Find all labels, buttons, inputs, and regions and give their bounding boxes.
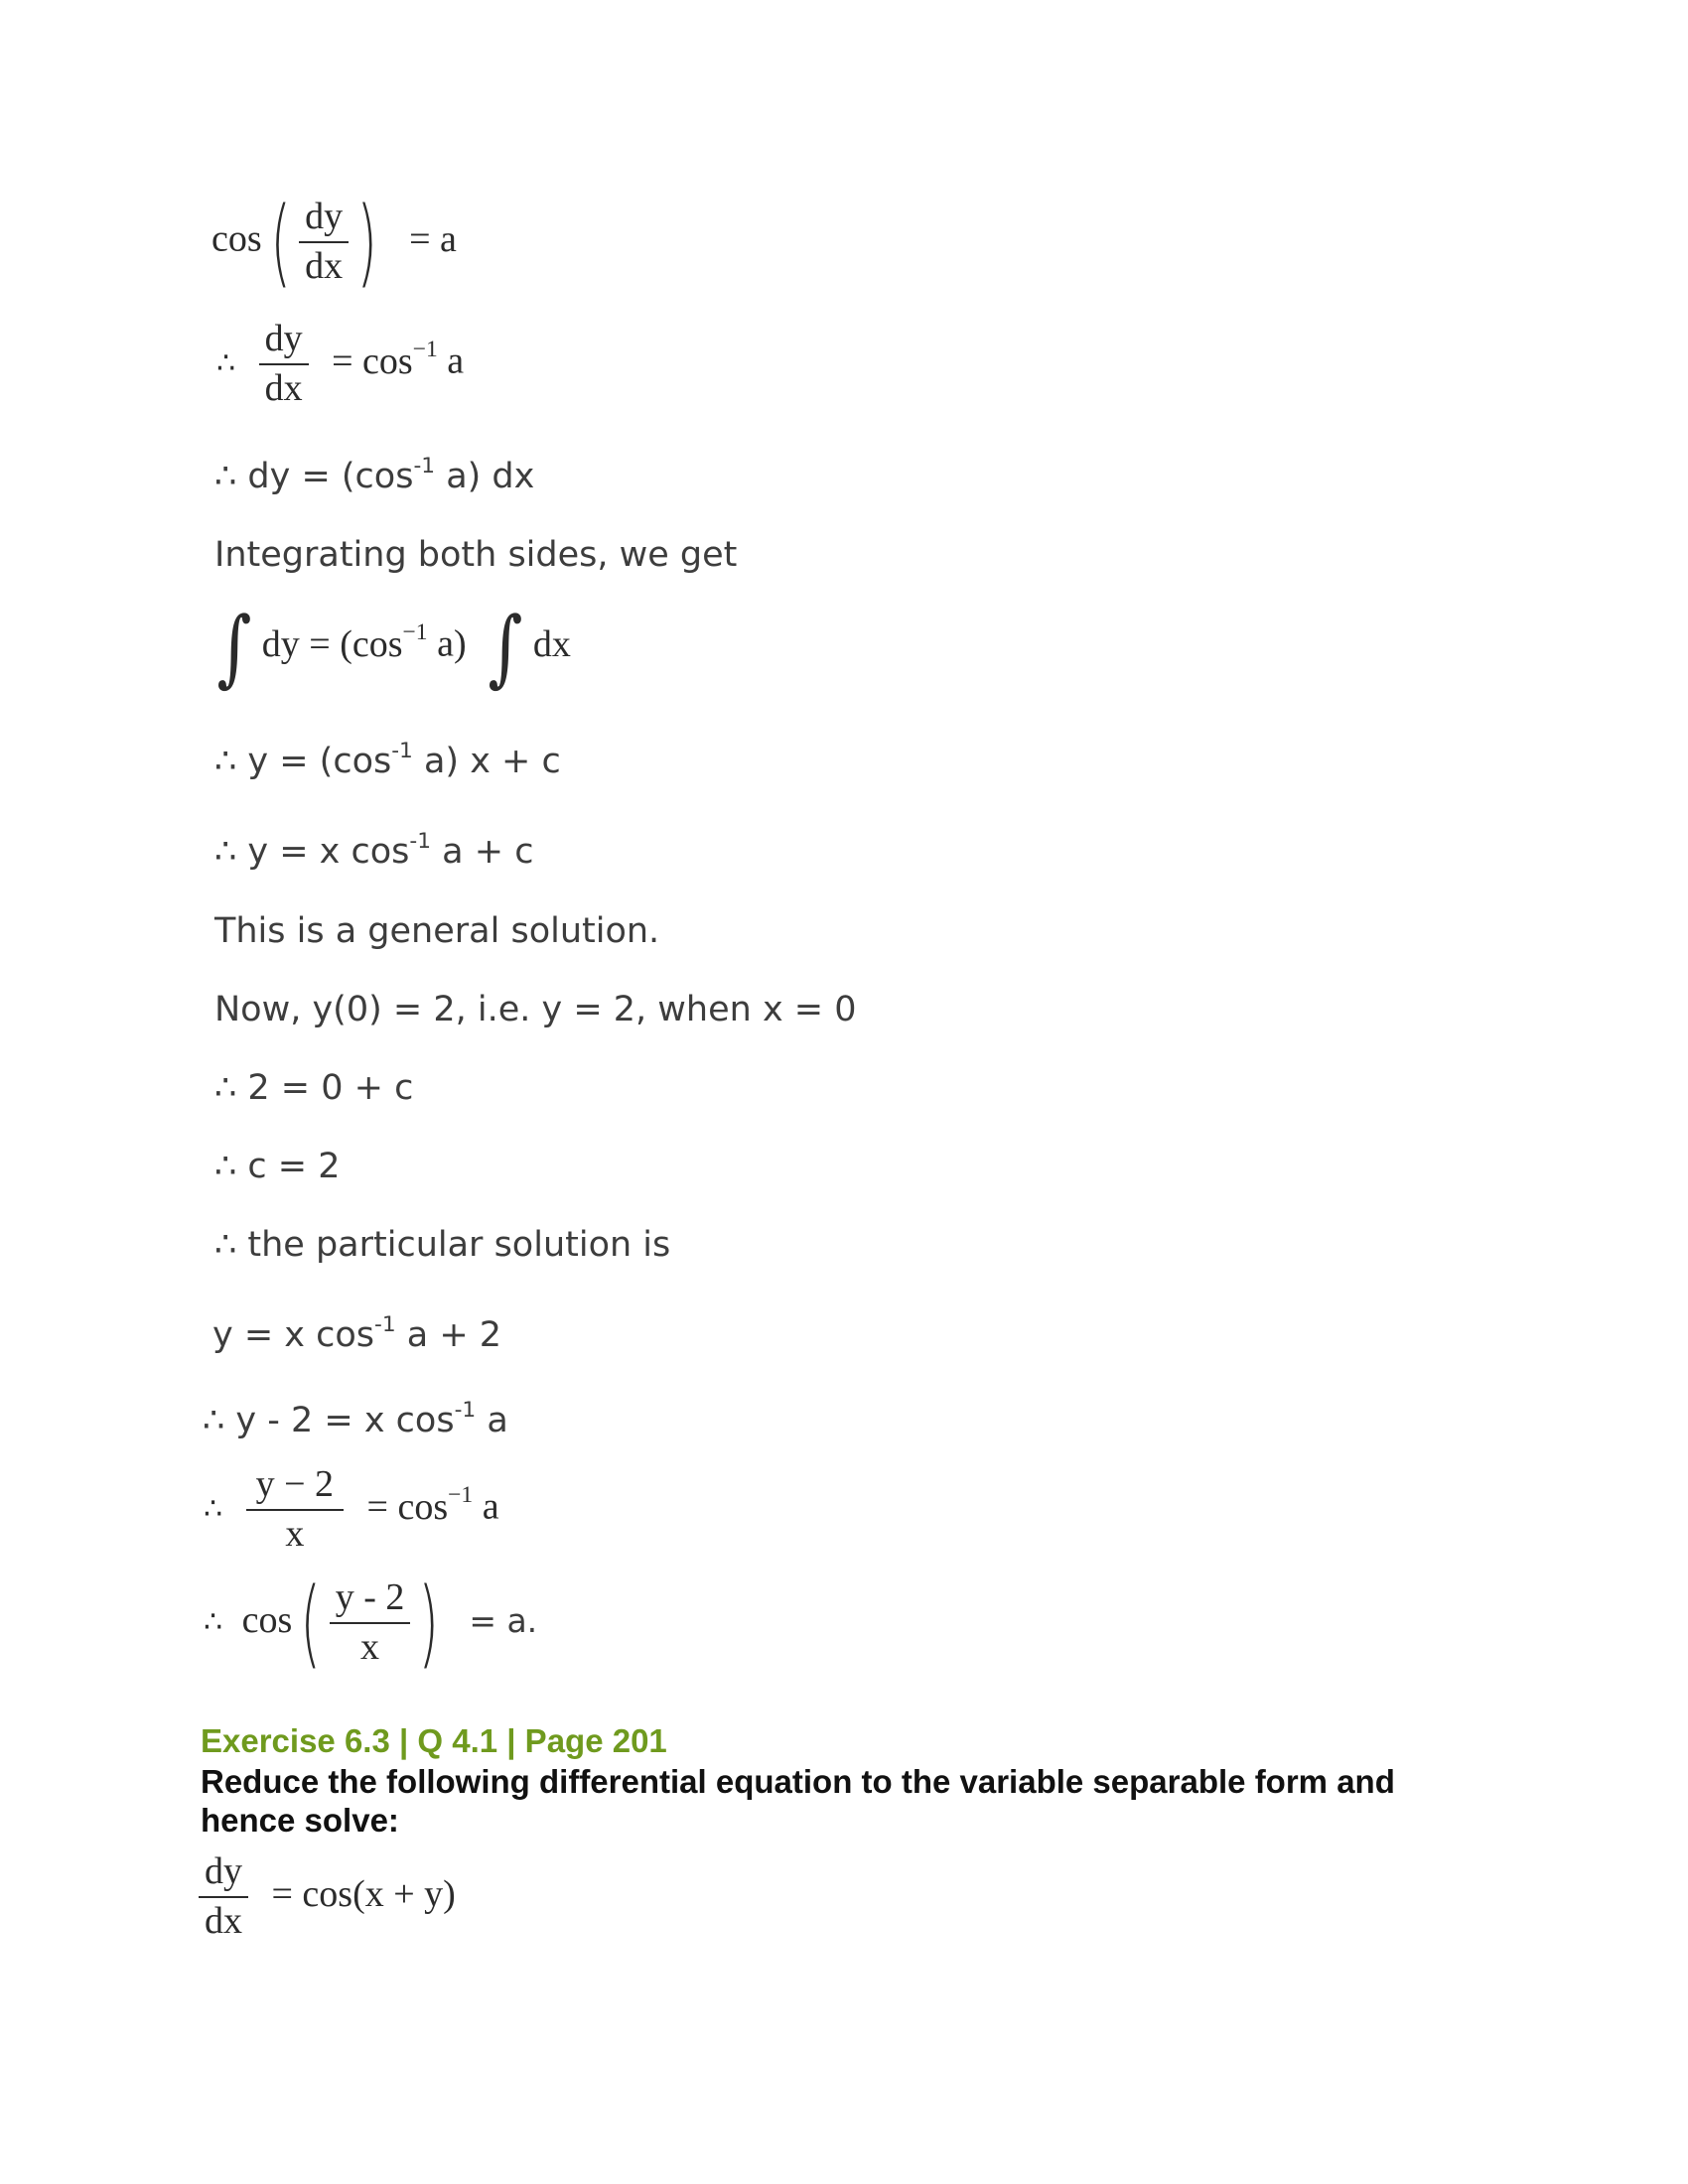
eq2-numerator: dy	[259, 320, 309, 365]
question-text: Reduce the following differential equation to the variable separable form and hence solve:	[201, 1763, 1395, 1839]
eq2-superscript: −1	[412, 337, 438, 363]
eq16-rhs: = a.	[469, 1600, 538, 1640]
eq16-fraction	[330, 1578, 411, 1668]
therefore-symbol: ∴	[204, 1604, 223, 1640]
eq15-denominator: x	[285, 1512, 305, 1555]
line3-superscript: -1	[413, 453, 436, 478]
integral-icon: ∫	[488, 599, 523, 696]
line14-text-post: a	[476, 1401, 508, 1440]
therefore-symbol: ∴	[216, 345, 236, 381]
initial-condition-text: Now, y(0) = 2, i.e. y = 2, when x = 0	[214, 990, 857, 1029]
line6-superscript: -1	[391, 738, 413, 763]
line7-text-post: a + c	[431, 832, 534, 872]
line-dy-equals	[214, 453, 535, 496]
therefore-symbol: ∴	[204, 1491, 223, 1527]
right-paren: )	[356, 187, 378, 298]
eq15-numerator: y − 2	[246, 1465, 344, 1511]
eq2-fraction	[259, 320, 309, 409]
eq15-superscript: −1	[448, 1482, 474, 1509]
eq1-fraction	[299, 198, 349, 287]
equation-integral	[212, 599, 571, 696]
question-denominator: dx	[205, 1899, 242, 1942]
eq1-func: cos	[211, 217, 262, 260]
line14-text: ∴ y - 2 = x cos	[203, 1401, 455, 1440]
exercise-heading: Exercise 6.3 | Q 4.1 | Page 201	[201, 1722, 667, 1759]
eq5-superscript: −1	[402, 619, 428, 646]
question-fraction	[199, 1852, 248, 1942]
line7-text: ∴ y = x cos	[214, 832, 410, 872]
line14-superscript: -1	[454, 1397, 477, 1423]
question-rhs: = cos(x + y)	[271, 1872, 456, 1915]
line7-superscript: -1	[409, 828, 432, 854]
question-equation	[199, 1852, 456, 1942]
line3-text: ∴ dy = (cos	[214, 457, 414, 496]
eq2-rhs-post: a	[437, 340, 465, 382]
particular-solution-text: ∴ the particular solution is	[214, 1225, 671, 1265]
eq5-right: dx	[532, 622, 571, 665]
eq5-middle: a)	[427, 622, 467, 665]
eq5-left: dy = (cos	[261, 622, 403, 665]
left-paren: (	[270, 187, 291, 298]
eq16-func: cos	[241, 1598, 293, 1641]
general-solution-text: This is a general solution.	[214, 911, 660, 951]
right-paren: )	[418, 1568, 440, 1679]
integral-icon: ∫	[216, 599, 252, 696]
line3-text-post: a) dx	[435, 457, 535, 496]
integrating-text: Integrating both sides, we get	[214, 535, 738, 575]
equation-dydx-arccos	[216, 320, 464, 409]
question-numerator: dy	[199, 1852, 248, 1898]
eq2-rhs: = cos	[332, 340, 413, 382]
line6-text: ∴ y = (cos	[214, 742, 392, 781]
line-2-equals-0-plus-c: ∴ 2 = 0 + c	[214, 1068, 414, 1108]
eq16-denominator: x	[360, 1626, 380, 1668]
line13-text-post: a + 2	[395, 1315, 502, 1355]
line-y-equals-c	[214, 738, 561, 781]
eq16-numerator: y - 2	[330, 1578, 411, 1624]
equation-y-minus-2-over-x	[204, 1465, 499, 1555]
line-y-minus-2	[203, 1397, 508, 1440]
left-paren: (	[300, 1568, 322, 1679]
eq15-rhs-post: a	[473, 1485, 499, 1528]
line6-text-post: a) x + c	[412, 742, 561, 781]
equation-cos-dydx	[211, 187, 457, 298]
line-y-equals-x-cos-plus-2	[212, 1311, 502, 1355]
eq1-rhs: = a	[409, 217, 457, 260]
eq15-fraction	[246, 1465, 344, 1555]
line-c-equals-2: ∴ c = 2	[214, 1147, 341, 1186]
eq1-numerator: dy	[299, 198, 349, 243]
line-y-equals-x-cos	[214, 828, 534, 872]
eq1-denominator: dx	[305, 245, 344, 287]
equation-cos-final	[204, 1568, 538, 1679]
line13-text: y = x cos	[212, 1315, 375, 1355]
line13-superscript: -1	[374, 1311, 396, 1337]
eq15-rhs: = cos	[366, 1485, 449, 1528]
eq2-denominator: dx	[264, 366, 303, 409]
